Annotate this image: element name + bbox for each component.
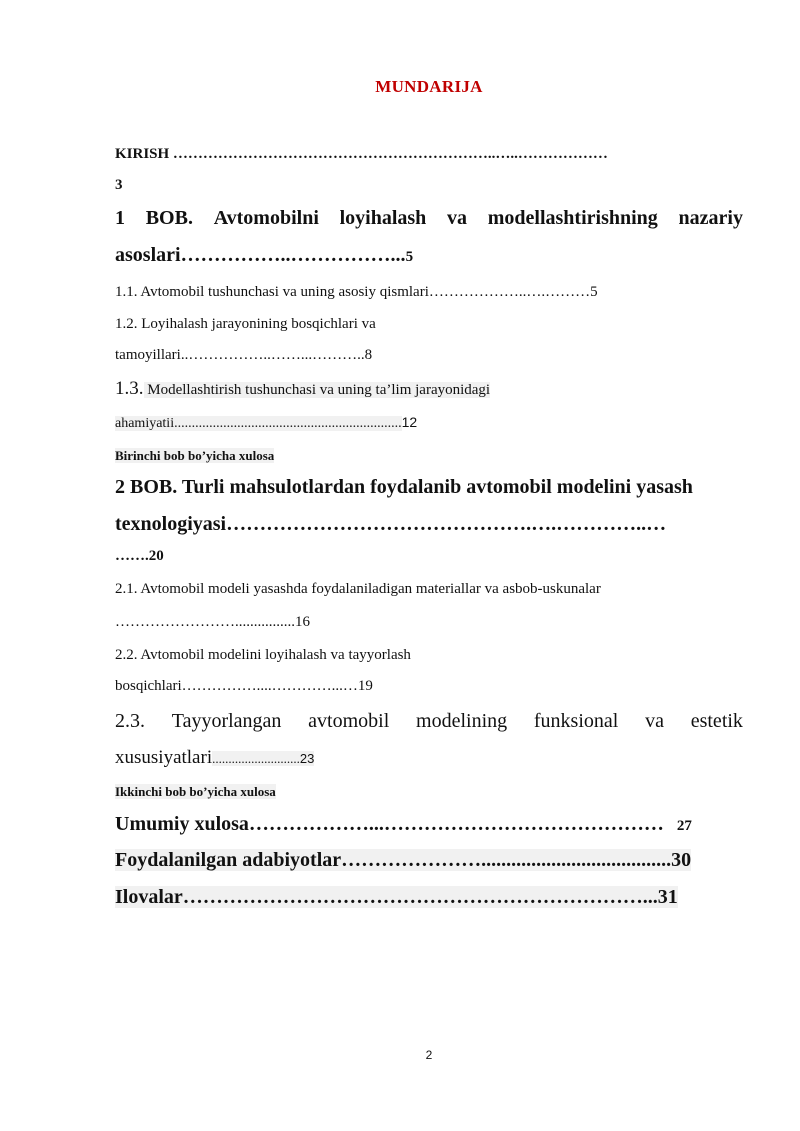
toc-entry-page: 27 [676,818,692,834]
toc-chapter-2-line2: texnologiyasi……………………………………….….…………..… [115,513,667,535]
toc-entry-text: Ilovalar……………………………………………………………...31 [115,886,678,908]
section-page: 23 [299,751,315,766]
toc-chapter-1-page: 5 [405,249,414,265]
toc-entry-kirish-page: 3 [115,177,123,193]
toc-chapter-1-line1 [115,207,743,230]
toc-section-1-3-line1 [115,378,743,400]
toc-entry-ilovalar [115,886,743,909]
toc-chapter-2-line1: 2 BOB. Turli mahsulotlardan foydalanib avtomobil modelini yasash [115,476,693,498]
toc-entry-text: Foydalanilgan adabiyotlar…………………......................................30 [115,849,692,871]
toc-section-1-1: 1.1. Avtomobil tushunchasi va uning asosiy qismlari………………..….………5 [115,284,598,300]
toc-chapter-2-line3: …….20 [115,548,164,564]
toc-section-2-2-line2: bosqichlari……………....…………...…19 [115,678,373,694]
conclusion-text: Birinchi bob bo’yicha xulosa [115,448,275,463]
word: estetik [690,710,743,732]
toc-entry-text: Umumiy xulosa………………...…………………………………… [115,813,664,835]
conclusion-text: Ikkinchi bob bo’yicha xulosa [115,784,276,799]
word: loyihalash [339,207,427,229]
word: modellashtirishning [487,207,658,229]
section-dots: ahamiyatii................................................................. [115,416,402,431]
toc-chapter-1-text: asoslari……………..……………... [115,244,406,266]
toc-entry-foydalanilgan-adabiyotlar [115,849,743,872]
word: 1 [115,207,125,229]
word: Tayyorlangan [171,710,282,732]
section-number: 1.3. [115,378,144,399]
toc-chapter-1-line2 [115,244,743,267]
word: modelining [416,710,508,732]
toc-section-2-1-line2: ……………………................16 [115,614,310,630]
section-text: xususiyatlari [115,747,213,768]
page-number: 2 [425,1048,433,1062]
toc-section-2-3-line1 [115,710,743,733]
toc-section-2-3-line2 [115,747,743,769]
toc-section-1-2-line2: tamoyillari..……………..……...………..8 [115,347,373,363]
word: BOB. [145,207,193,229]
toc-conclusion-2 [115,784,743,800]
section-page: 12 [401,414,418,430]
section-dots: ........................... [212,751,300,766]
word: va [645,710,664,732]
word: Avtomobilni [213,207,319,229]
toc-entry-kirish [115,146,743,163]
toc-section-2-2-line1: 2.2. Avtomobil modelini loyihalash va tayyorlash [115,647,411,663]
word: 2.3. [115,710,145,732]
word: funksional [533,710,619,732]
word: nazariy [678,207,743,229]
toc-entry-text: KIRISH ………………………………………………………..…..……………… [115,146,608,162]
section-text: Modellashtirish tushunchasi va uning ta’lim jarayonidagi [143,382,491,398]
toc-section-2-1-line1: 2.1. Avtomobil modeli yasashda foydalaniladigan materiallar va asbob-uskunalar [115,581,601,597]
toc-conclusion-1 [115,448,743,464]
toc-title: MUNDARIJA [375,77,483,96]
toc-section-1-2-line1: 1.2. Loyihalash jarayonining bosqichlari va [115,316,376,332]
toc-section-1-3-line2 [115,414,743,432]
toc-entry-umumiy-xulosa [115,813,743,836]
word: avtomobil [308,710,390,732]
word: va [447,207,468,229]
